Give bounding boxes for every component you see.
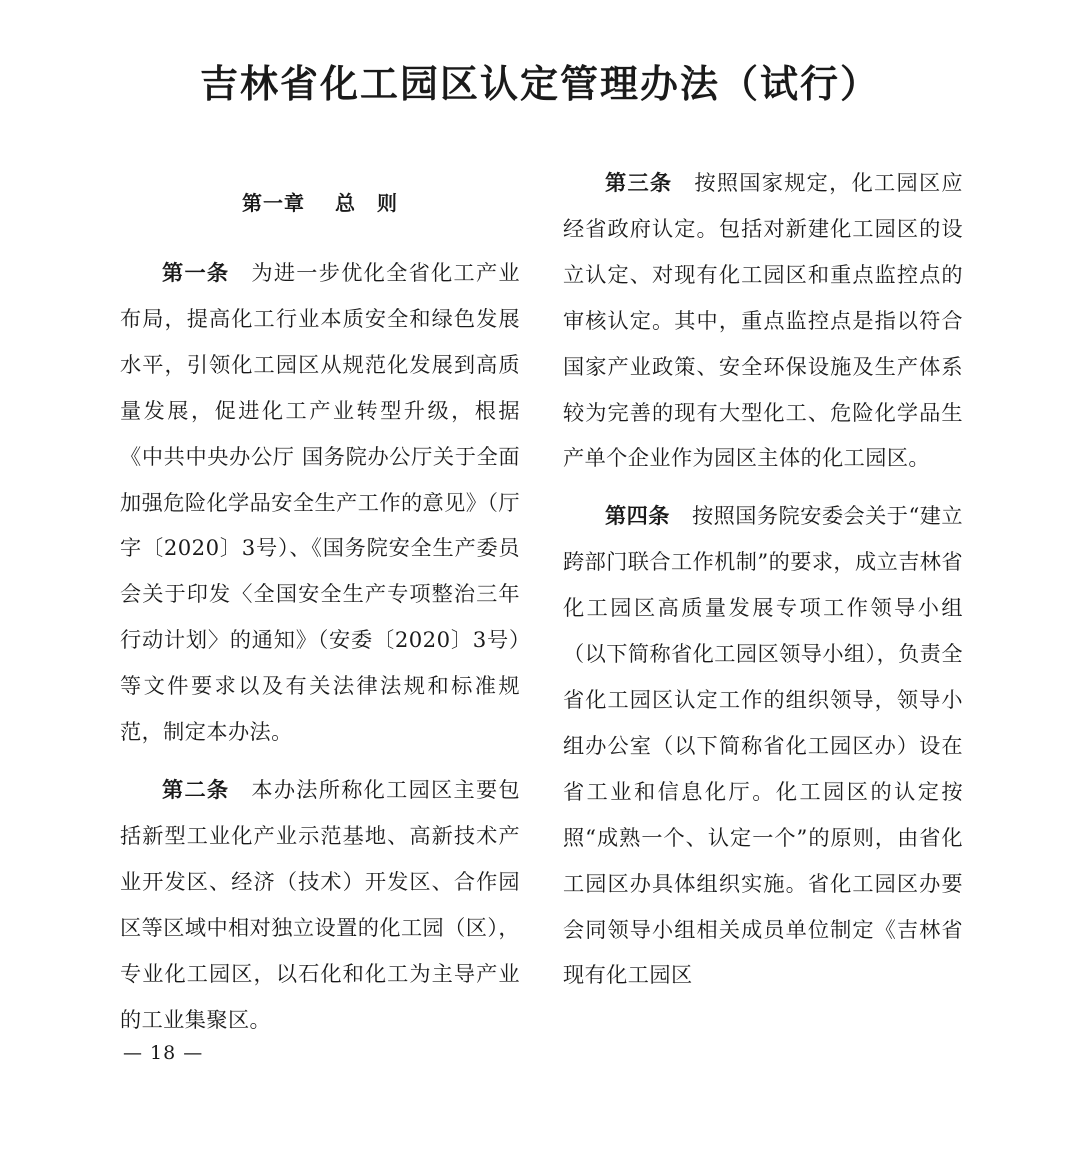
article-3-label: 第三条 bbox=[605, 170, 673, 195]
article-1-text: 为进一步优化全省化工产业布局，提高化工行业本质安全和绿色发展水平，引领化工园区从规范化发展到高质量发展，促进化工产业转型升级，根据《中共中央办公厅 国务院办公厅关于全面加强危险化学品安全生产工作的意见》（厅字〔2020〕3号）、《国务院安全生产委员会关于印发〈全国安全生产专项整治三年行动计划〉的通知》（安委〔2020〕3号）等文件要求以及有关法律法规和标准规范，制定本办法。 bbox=[120, 260, 520, 745]
document-title: 吉林省化工园区认定管理办法（试行） bbox=[199, 61, 880, 106]
article-3-text: 按照国家规定，化工园区应经省政府认定。包括对新建化工园区的设立认定、对现有化工园区和重点监控点的审核认定。其中，重点监控点是指以符合国家产业政策、安全环保设施及生产体系较为完善的现有大型化工、危险化学品生产单个企业作为园区主体的化工园区。 bbox=[563, 170, 963, 471]
chapter-heading bbox=[120, 183, 520, 223]
article-2-label: 第二条 bbox=[162, 776, 230, 802]
article-1-label: 第一条 bbox=[162, 260, 230, 285]
chapter-prefix: 第一章 bbox=[242, 191, 305, 215]
article-1 bbox=[120, 250, 520, 755]
right-column bbox=[563, 160, 963, 998]
page-number: — 18 — bbox=[123, 1042, 204, 1064]
article-2 bbox=[120, 767, 520, 1042]
article-3 bbox=[563, 160, 963, 481]
article-4 bbox=[563, 493, 963, 998]
article-4-text: 按照国务院安委会关于“建立跨部门联合工作机制”的要求，成立吉林省化工园区高质量发展专项工作领导小组（以下简称省化工园区领导小组），负责全省化工园区认定工作的组织领导，领导小组办公室（以下简称省化工园区办）设在省工业和信息化厅。化工园区的认定按照“成熟一个、认定一个”的原则，由省化工园区办具体组织实施。省化工园区办要会同领导小组相关成员单位制定《吉林省现有化工园区 bbox=[563, 503, 963, 988]
article-2-text: 本办法所称化工园区主要包括新型工业化产业示范基地、高新技术产业开发区、经济（技术）开发区、合作园区等区域中相对独立设置的化工园（区），专业化工园区，以石化和化工为主导产业的工业集聚区。 bbox=[120, 776, 520, 1032]
chapter-name: 总 则 bbox=[335, 191, 398, 215]
left-column bbox=[120, 160, 520, 1042]
article-4-label: 第四条 bbox=[605, 503, 670, 529]
